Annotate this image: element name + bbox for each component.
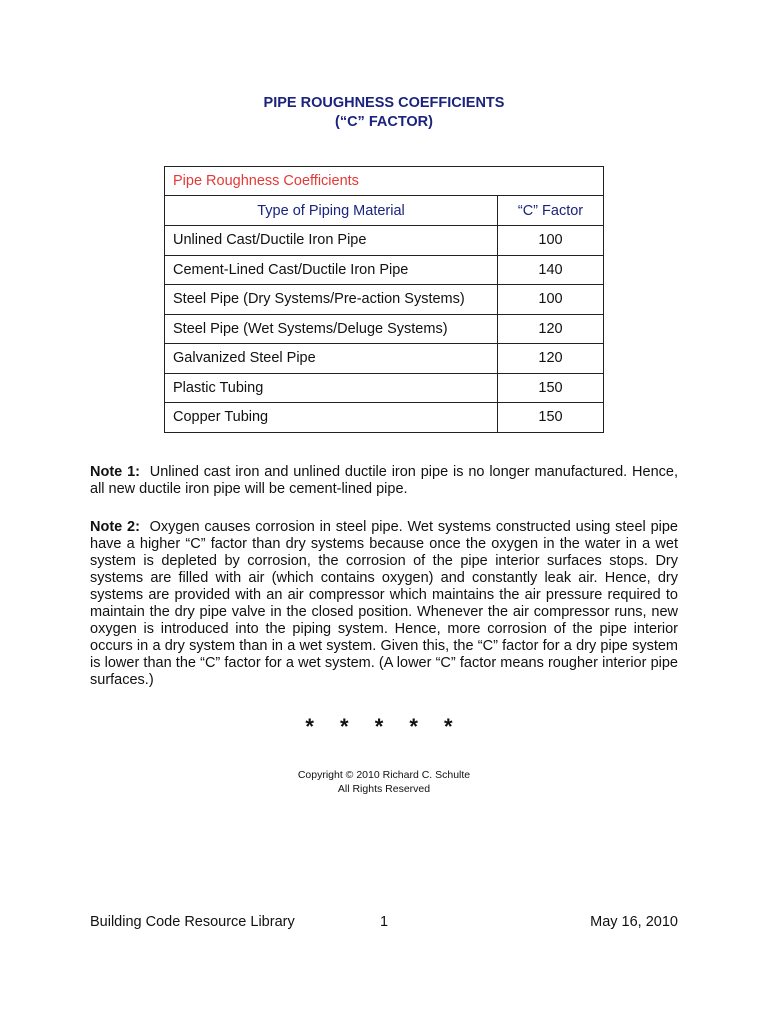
footer-date: May 16, 2010 [590,914,678,930]
material-cell: Plastic Tubing [165,373,498,403]
table-row [165,314,604,344]
note-1-label: Note 1: [90,464,140,480]
c-factor-cell: 150 [498,373,604,403]
c-factor-cell: 120 [498,314,604,344]
material-cell: Galvanized Steel Pipe [165,344,498,374]
material-cell: Copper Tubing [165,403,498,433]
c-factor-cell: 100 [498,285,604,315]
c-factor-cell: 140 [498,255,604,285]
material-cell: Cement-Lined Cast/Ductile Iron Pipe [165,255,498,285]
note-2-label: Note 2: [90,519,140,535]
material-cell: Steel Pipe (Wet Systems/Deluge Systems) [165,314,498,344]
table-row [165,403,604,433]
table-row [165,285,604,315]
c-factor-cell: 150 [498,403,604,433]
table-caption: Pipe Roughness Coefficients [165,167,604,196]
footer-page-number: 1 [380,914,389,930]
note-2 [90,519,678,689]
c-factor-cell: 100 [498,226,604,256]
roughness-table [164,166,604,433]
copyright-line: Copyright © 2010 Richard C. Schulte [297,769,471,781]
material-cell: Unlined Cast/Ductile Iron Pipe [165,226,498,256]
table-row [165,344,604,374]
note-2-text: Oxygen causes corrosion in steel pipe. Wet systems constructed using steel pipe have a higher “C” factor than dry systems because once the oxygen in the water in a wet system is depleted by corrosion, the corrosion of the pipe interior surfaces stops. Dry systems are filled with air (which contains oxygen) and constantly leak air. Hence, dry systems are provided with an air compressor which maintains the air pressure required to maintain the dry pipe valve in the closed position. Whenever the air compressor runs, new oxygen is introduced into the piping system. Hence, more corrosion of the pipe interior occurs in a dry system than in a wet system. Given this, the “C” factor for a dry pipe system is lower than the “C” factor for a wet system. (A lower “C” factor means rougher interior pipe surfaces.) [90,519,678,688]
page-subtitle: (“C” FACTOR) [334,114,433,130]
material-cell: Steel Pipe (Dry Systems/Pre-action Systems) [165,285,498,315]
c-factor-cell: 120 [498,344,604,374]
rights-line: All Rights Reserved [337,783,431,795]
note-1-text: Unlined cast iron and unlined ductile iron pipe is no longer manufactured. Hence, all new ductile iron pipe will be cement-lined pipe. [90,464,678,497]
page-title: PIPE ROUGHNESS COEFFICIENTS [263,95,505,111]
table-row [165,226,604,256]
note-1 [90,464,678,498]
column-header-c-factor: “C” Factor [498,196,604,226]
section-separator: * * * * * [305,714,463,739]
table-row [165,255,604,285]
table-row [165,373,604,403]
footer-library-name: Building Code Resource Library [90,914,295,930]
column-header-material: Type of Piping Material [165,196,498,226]
